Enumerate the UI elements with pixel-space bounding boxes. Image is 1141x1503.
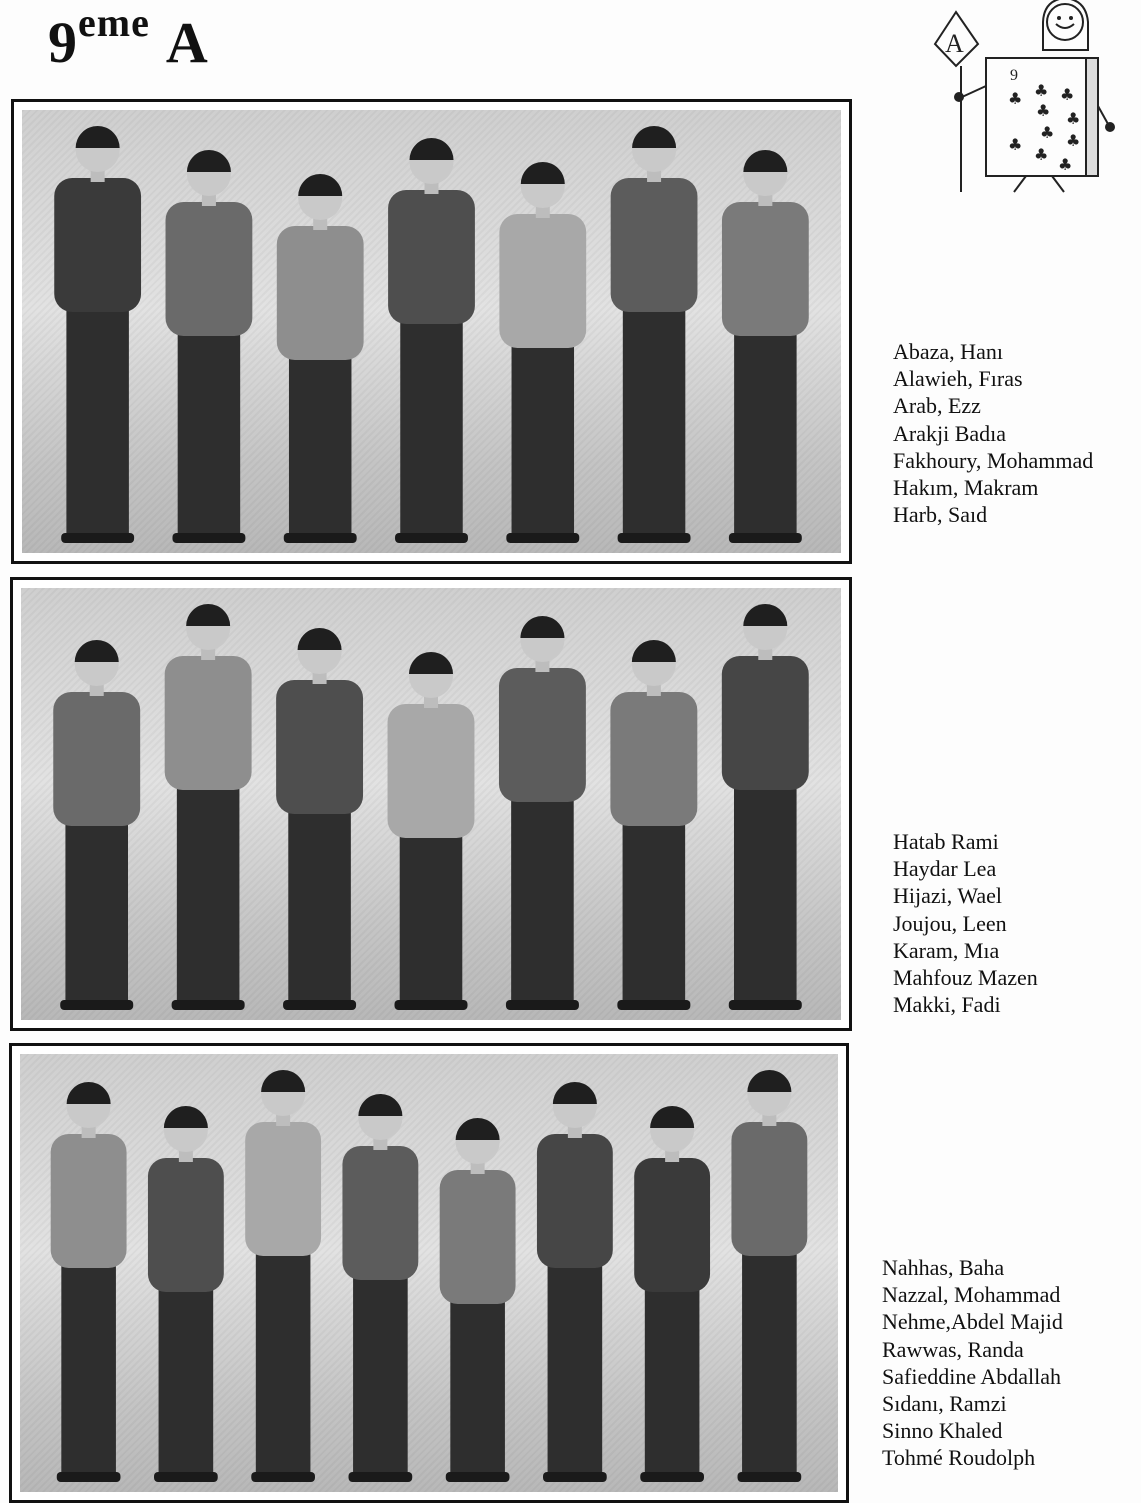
student-figure <box>388 652 475 1010</box>
section-letter: A <box>165 10 209 75</box>
class-group-photo-icon <box>20 1054 838 1492</box>
student-figure <box>499 616 586 1010</box>
student-figure <box>731 1070 807 1482</box>
student-figure <box>634 1106 710 1482</box>
student-name: Mahfouz Mazen <box>893 965 1038 991</box>
student-name: Sinno Khaled <box>882 1418 1003 1444</box>
student-name: Safieddine Abdallah <box>882 1363 1062 1389</box>
student-figure <box>499 162 586 543</box>
svg-text:♣: ♣ <box>1058 155 1073 174</box>
svg-text:♣: ♣ <box>1008 89 1023 108</box>
student-name: Haydar Lea <box>893 856 997 882</box>
student-figure <box>148 1106 224 1482</box>
group-photo-3 <box>9 1043 849 1503</box>
student-name: Harb, Saıd <box>893 502 988 528</box>
student-figure <box>165 604 252 1010</box>
student-name: Arakji Badıa <box>893 420 1007 446</box>
student-name-list-2 <box>893 828 1038 1018</box>
student-figure <box>722 604 809 1010</box>
svg-text:♣: ♣ <box>1034 145 1049 164</box>
student-name: Alawieh, Fıras <box>893 366 1023 392</box>
student-name: Sıdanı, Ramzi <box>882 1391 1007 1417</box>
student-name: Fakhoury, Mohammad <box>893 447 1094 473</box>
svg-text:♣: ♣ <box>1036 101 1051 120</box>
student-name: Hijazi, Wael <box>893 883 1003 909</box>
class-group-photo-icon <box>21 588 841 1020</box>
student-name-list-1 <box>893 338 1093 528</box>
student-name: Rawwas, Randa <box>882 1336 1024 1362</box>
student-figure <box>276 628 363 1010</box>
student-name: Karam, Mıa <box>893 937 1000 963</box>
student-name-list-3 <box>882 1254 1063 1472</box>
student-figure <box>245 1070 321 1482</box>
grade-number: 9 <box>48 10 78 75</box>
page-title <box>48 0 209 84</box>
student-name: Arab, Ezz <box>893 393 981 419</box>
svg-text:♣: ♣ <box>1066 109 1081 128</box>
mascot-card-letter: A <box>945 29 964 58</box>
student-name: Hatab Rami <box>893 829 999 854</box>
student-figure <box>53 640 140 1010</box>
student-figure <box>342 1094 418 1482</box>
student-name: Joujou, Leen <box>893 910 1007 936</box>
svg-text:♣: ♣ <box>1034 81 1049 100</box>
student-name: Nazzal, Mohammad <box>882 1282 1061 1308</box>
student-figure <box>722 150 809 543</box>
svg-text:♣: ♣ <box>1060 85 1075 104</box>
student-figure <box>440 1118 516 1482</box>
student-figure <box>277 174 364 543</box>
svg-text:♣: ♣ <box>1008 135 1023 154</box>
student-figure <box>54 126 141 543</box>
group-photo-1 <box>11 99 852 564</box>
student-name: Abaza, Hanı <box>893 339 1003 364</box>
student-figure <box>611 126 698 543</box>
mascot-card-number: 9 <box>1010 67 1018 84</box>
student-figure <box>388 138 475 543</box>
grade-superscript: eme <box>78 0 150 45</box>
student-name: Nahhas, Baha <box>882 1255 1005 1280</box>
student-figure <box>537 1082 613 1482</box>
student-name: Nehme,Abdel Majid <box>882 1309 1063 1335</box>
class-group-photo-icon <box>22 110 841 553</box>
svg-text:♣: ♣ <box>1040 123 1055 142</box>
playing-card-figure-icon <box>928 0 1128 200</box>
student-figure <box>610 640 697 1010</box>
student-figure <box>166 150 253 543</box>
student-name: Hakım, Makram <box>893 475 1039 501</box>
student-name: Makki, Fadi <box>893 992 1001 1018</box>
student-name: Tohmé Roudolph <box>882 1445 1036 1471</box>
student-figure <box>51 1082 127 1482</box>
svg-text:♣: ♣ <box>1066 131 1081 150</box>
group-photo-2 <box>10 577 852 1031</box>
